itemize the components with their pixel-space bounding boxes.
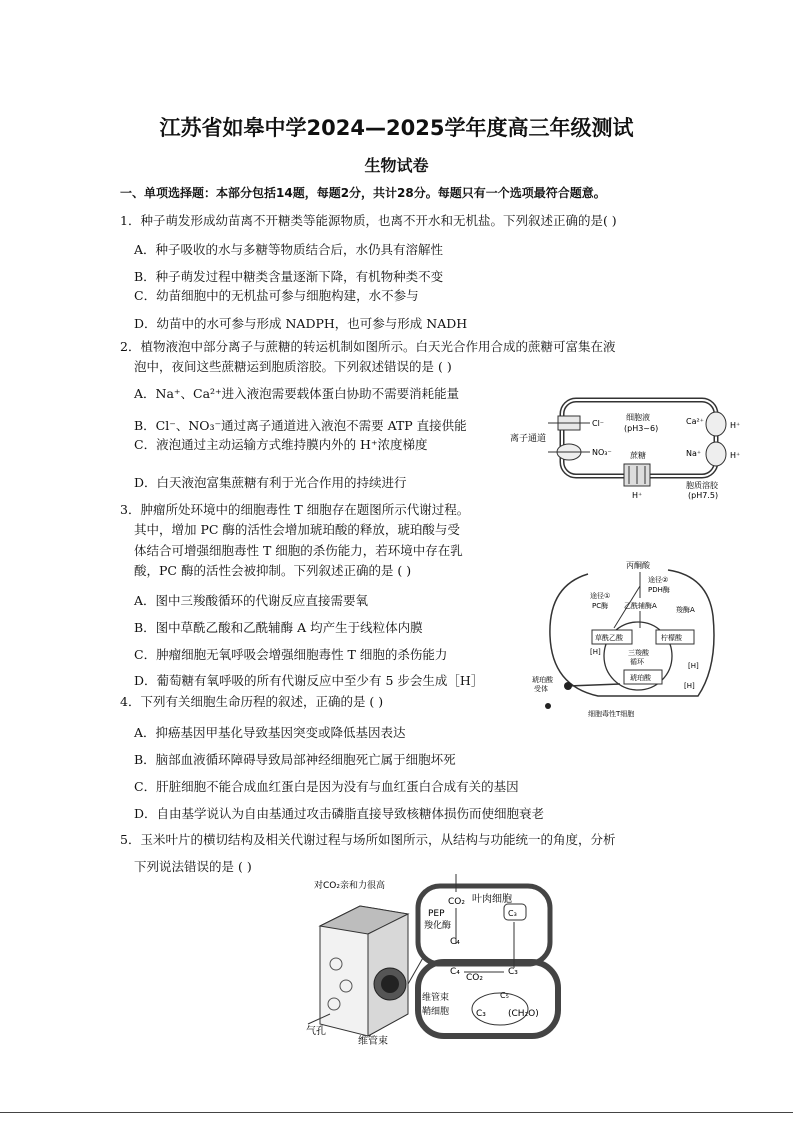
label-channel: 离子通道	[510, 434, 547, 444]
label-h-left: [H]	[590, 648, 601, 656]
label-cell: 细胞毒性T细胞	[588, 710, 635, 718]
q1-option-d: D．幼苗中的水可参与形成 NADPH，也可参与形成 NADH	[134, 316, 468, 331]
label-path2: 途径②	[648, 576, 669, 584]
q2-option-d: D．白天液泡富集蔗糖有利于光合作用的持续进行	[134, 475, 407, 490]
label-vascular: 维管束	[358, 1036, 388, 1046]
label-pc: PC酶	[592, 602, 609, 610]
section-heading: 一、单项选择题：本部分包括14题，每题2分，共计28分。每题只有一个选项最符合题意。	[120, 186, 606, 200]
label-stoma: 气孔	[306, 1026, 326, 1037]
tca-cycle-diagram	[528, 556, 728, 722]
label-c4-b: C₄	[450, 967, 460, 977]
q2-option-a: A．Na⁺、Ca²⁺进入液泡需要载体蛋白协助不需要消耗能量	[134, 386, 460, 401]
label-cl: Cl⁻	[592, 419, 605, 428]
q3-option-d: D．葡萄糖有氧呼吸的所有代谢反应中至少有 5 步会生成［H］	[134, 673, 484, 688]
label-lactyl: 羧酶A	[676, 606, 695, 614]
label-succinate: 琥珀酸	[630, 674, 651, 682]
q2-option-c: C．液泡通过主动运输方式维持膜内外的 H⁺浓度梯度	[134, 437, 428, 452]
q3-stem-line2: 其中，增加 PC 酶的活性会增加琥珀酸的释放，琥珀酸与受	[134, 522, 460, 537]
label-tca1: 三羧酸	[628, 649, 649, 657]
label-h-mid: H⁺	[730, 451, 741, 460]
label-na: Na⁺	[686, 449, 702, 458]
page-subtitle: 生物试卷	[364, 156, 429, 175]
q5-stem-line2: 下列说法错误的是 ( )	[134, 859, 252, 874]
label-no3: NO₃⁻	[592, 448, 612, 457]
q4-option-b: B．脑部血液循环障碍导致局部神经细胞死亡属于细胞坏死	[134, 752, 456, 767]
label-mesophyll: 叶肉细胞	[472, 894, 512, 905]
label-sap-ph: (pH3~6)	[624, 424, 659, 433]
page-title: 江苏省如皋中学2024—2025学年度高三年级测试	[159, 116, 634, 140]
q1-stem: 1．种子萌发形成幼苗离不开糖类等能源物质，也离不开水和无机盐。下列叙述正确的是( )	[120, 213, 617, 228]
label-ch2o: (CH₂O)	[508, 1009, 539, 1019]
label-sucrose: 蔗糖	[630, 451, 646, 460]
label-ca: Ca²⁺	[686, 417, 704, 426]
label-c5: C₅	[500, 991, 509, 1000]
label-sap: 细胞液	[626, 413, 650, 422]
label-c3-top: C₃	[508, 909, 517, 918]
q1-option-a: A．种子吸收的水与多糖等物质结合后，水仍具有溶解性	[134, 242, 444, 257]
q3-option-b: B．图中草酰乙酸和乙酰辅酶 A 均产生于线粒体内膜	[134, 620, 423, 635]
label-receptor-2: 受体	[534, 685, 548, 693]
q4-stem: 4．下列有关细胞生命历程的叙述，正确的是 ( )	[120, 694, 384, 709]
q2-option-b: B．Cl⁻、NO₃⁻通过离子通道进入液泡不需要 ATP 直接供能	[134, 418, 467, 433]
q4-option-d: D．自由基学说认为自由基通过攻击磷脂直接导致核糖体损伤而使细胞衰老	[134, 806, 545, 821]
label-co2: CO₂	[448, 897, 465, 907]
label-co2-b: CO₂	[466, 973, 483, 983]
label-enzyme: 羧化酶	[424, 921, 452, 931]
q2-stem-line1: 2．植物液泡中部分离子与蔗糖的转运机制如图所示。白天光合作用合成的蔗糖可富集在液	[120, 339, 616, 354]
label-path1: 途径①	[590, 592, 611, 600]
label-bundle-1: 维管束	[422, 993, 450, 1003]
label-citric: 柠檬酸	[661, 634, 682, 642]
page-bottom-rule	[0, 1112, 793, 1113]
q1-option-b: B．种子萌发过程中糖类含量逐渐下降，有机物种类不变	[134, 269, 444, 284]
label-c3-bottom: C₃	[476, 1009, 486, 1019]
maize-leaf-diagram	[300, 874, 562, 1046]
label-oxalo: 草酰乙酸	[595, 634, 623, 642]
q3-option-c: C．肿瘤细胞无氧呼吸会增强细胞毒性 T 细胞的杀伤能力	[134, 647, 448, 662]
vacuole-transport-diagram	[508, 392, 748, 502]
label-pdh: PDH酶	[648, 586, 670, 594]
q4-option-c: C．肝脏细胞不能合成血红蛋白是因为没有与血红蛋白合成有关的基因	[134, 779, 519, 794]
q4-option-a: A．抑癌基因甲基化导致基因突变或降低基因表达	[134, 725, 406, 740]
label-pyruvate: 丙酮酸	[626, 561, 650, 570]
q3-stem-line4: 酸，PC 酶的活性会被抑制。下列叙述正确的是 ( )	[134, 563, 412, 578]
q2-stem-line2: 泡中，夜间这些蔗糖运到胞质溶胶。下列叙述错误的是 ( )	[134, 359, 452, 374]
q3-option-a: A．图中三羧酸循环的代谢反应直接需要氧	[134, 593, 369, 608]
label-c3-mid: C₃	[508, 967, 518, 977]
label-h-right: [H]	[688, 662, 699, 670]
label-h-bottom: H⁺	[632, 491, 643, 500]
label-cyto: 胞质溶胶	[686, 481, 718, 490]
q1-option-c: C．幼苗细胞中的无机盐可参与细胞构建，水不参与	[134, 288, 419, 303]
label-cyto-ph: (pH7.5)	[688, 491, 719, 500]
label-h-top: H⁺	[730, 421, 741, 430]
label-pep: PEP	[428, 909, 445, 919]
label-receptor-1: 琥珀酸	[532, 676, 553, 684]
q3-stem-line3: 体结合可增强细胞毒性 T 细胞的杀伤能力，若环境中存在乳	[134, 543, 463, 558]
label-acetyl: 乙酰辅酶A	[624, 602, 657, 610]
label-c4-a: C₄	[450, 937, 460, 947]
label-tca2: 循环	[630, 658, 644, 666]
label-h-bottom: [H]	[684, 682, 695, 690]
label-affinity: 对CO₂亲和力很高	[314, 881, 385, 891]
label-bundle-2: 鞘细胞	[422, 1007, 450, 1017]
q5-stem-line1: 5．玉米叶片的横切结构及相关代谢过程与场所如图所示，从结构与功能统一的角度，分析	[120, 832, 616, 847]
q3-stem-line1: 3．肿瘤所处环境中的细胞毒性 T 细胞存在题图所示代谢过程。	[120, 502, 470, 517]
